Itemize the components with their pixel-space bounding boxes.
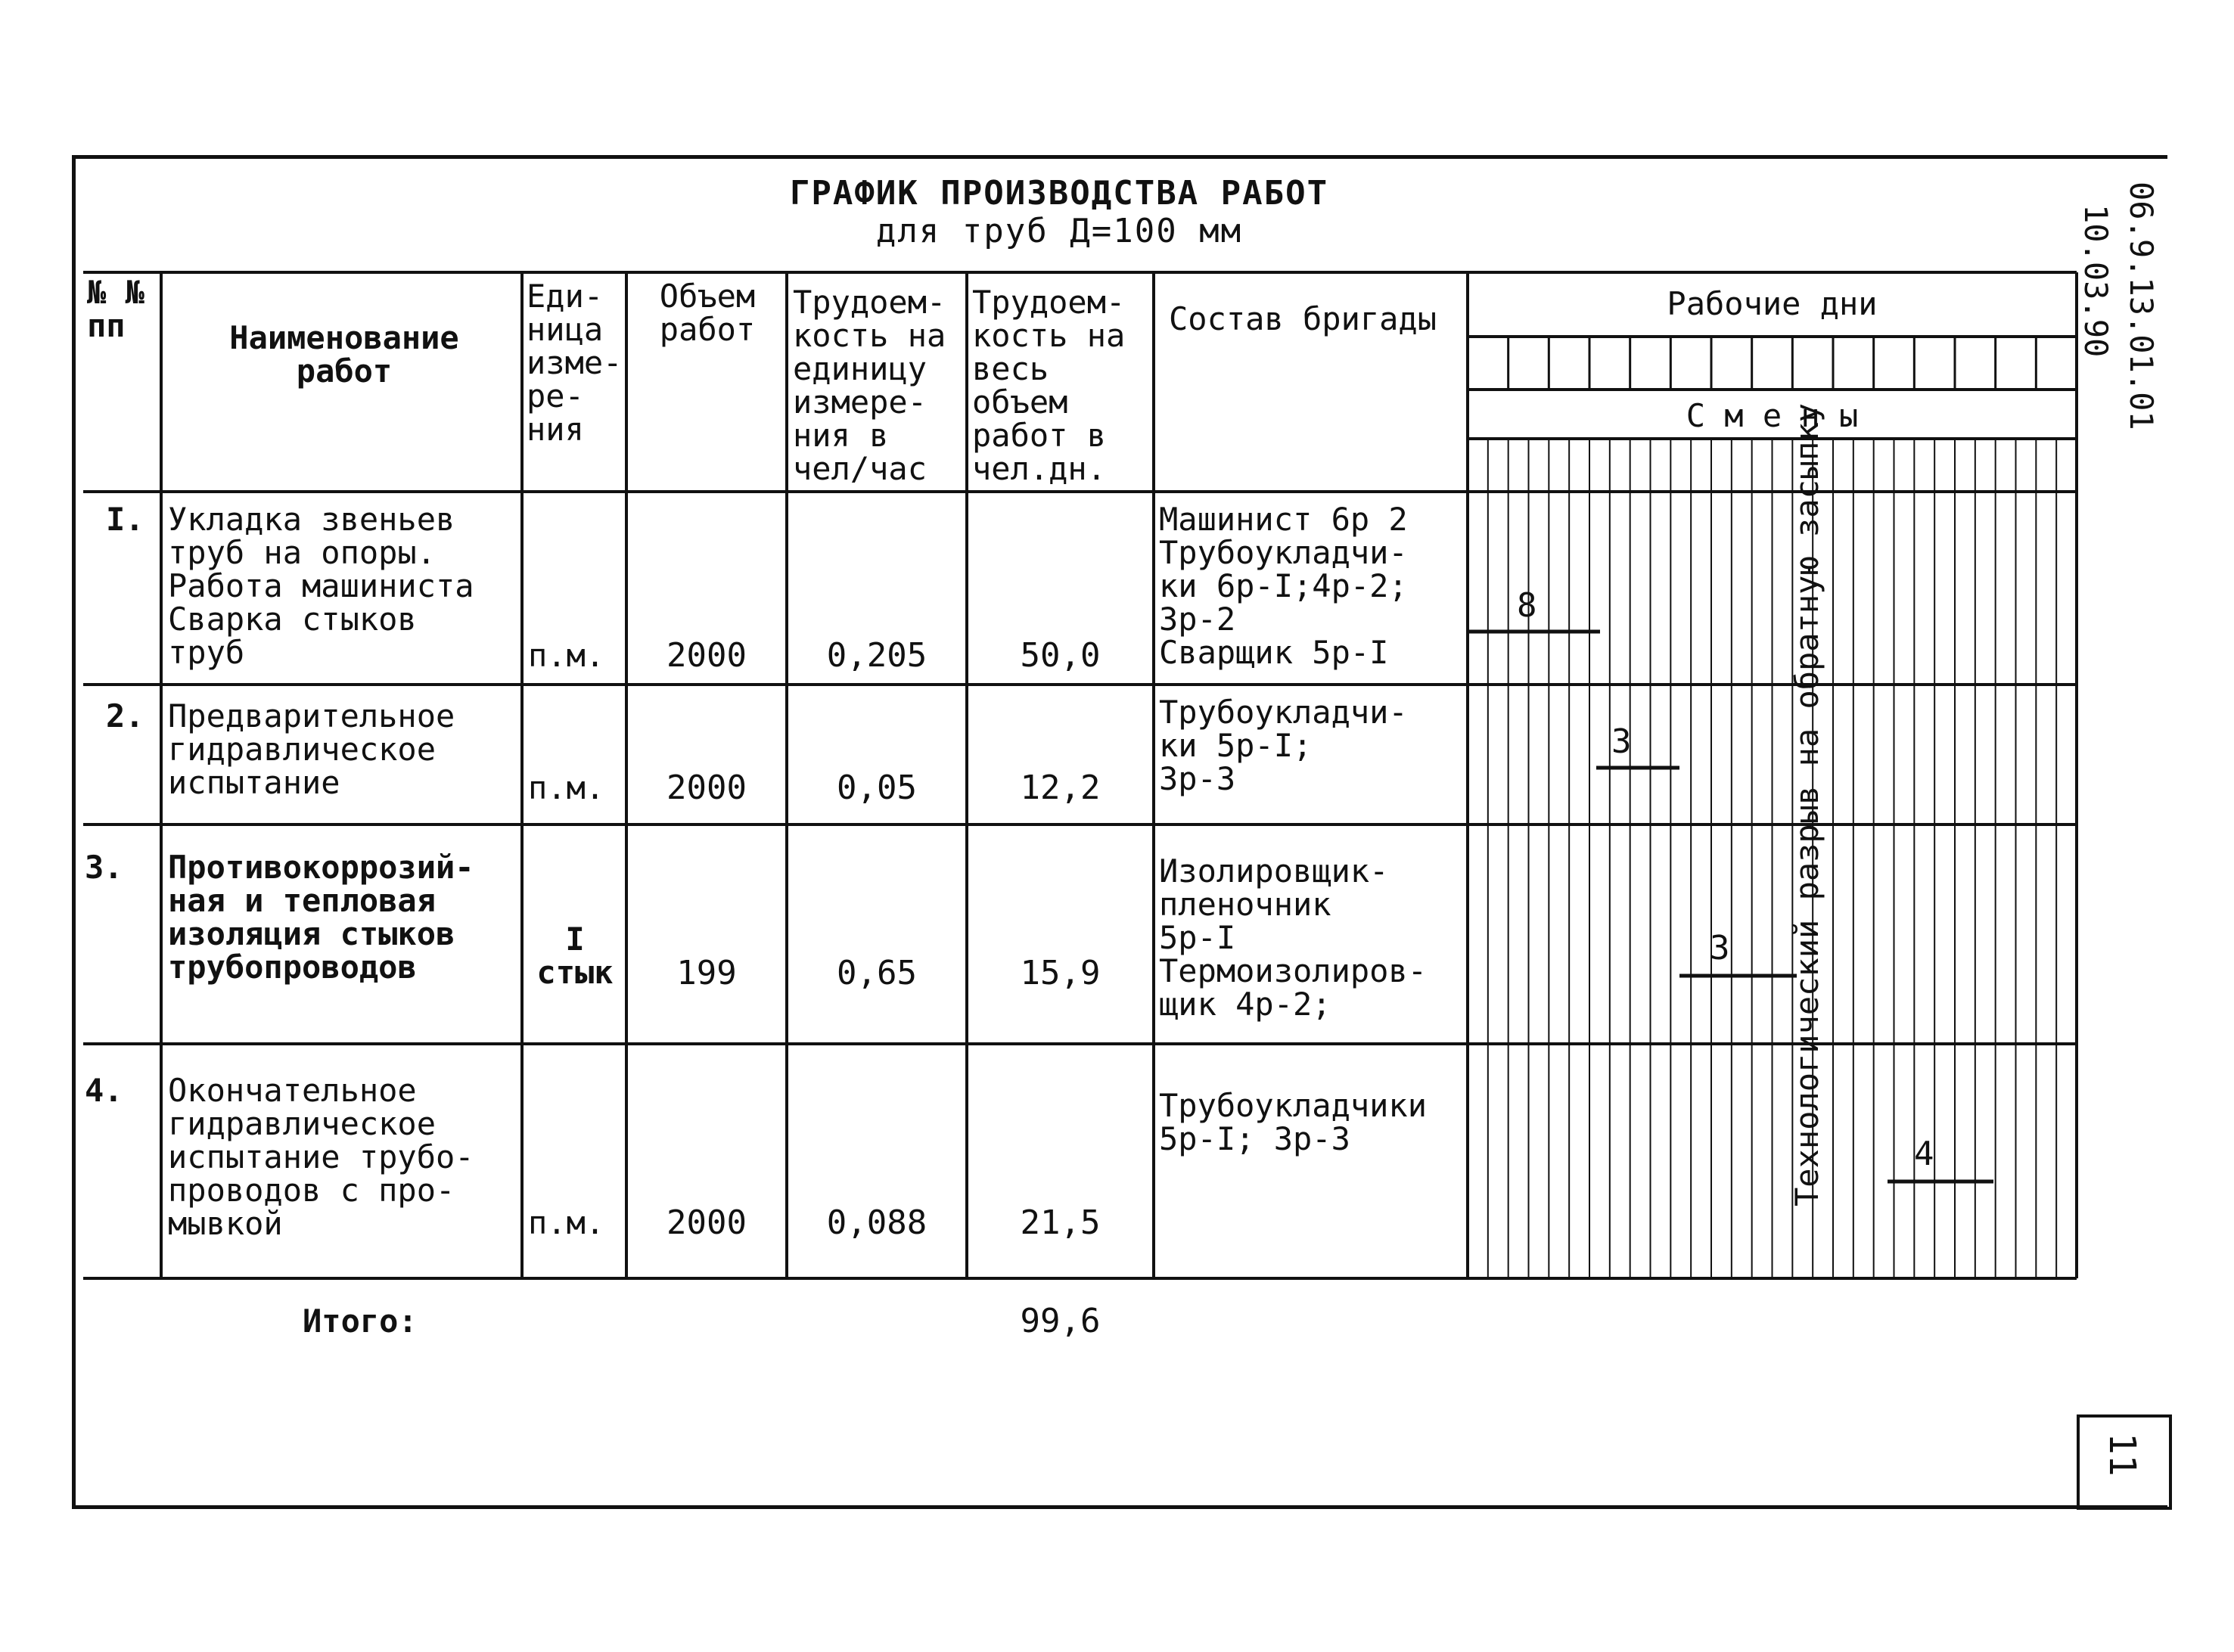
header-shifts: С м е н ы (1686, 397, 1859, 434)
total-value: 99,6 (1020, 1302, 1101, 1340)
row3-crew: Изолировщик- пленочник 5р-I Термоизолиров- щик 4р-2; (1159, 852, 1428, 1023)
row1-volume: 2000 (666, 636, 747, 675)
header-labor-unit: Трудоем- кость на единицу измере- ния в чел/час (793, 284, 946, 487)
row3-name: Противокоррозий- ная и тепловая изоляция стыков трубопроводов (168, 849, 474, 986)
title-line2: для труб Д=100 мм (875, 212, 1243, 250)
row2-volume: 2000 (666, 769, 747, 807)
row4-labor-total: 21,5 (1020, 1203, 1101, 1242)
header-work-days: Рабочие дни (1667, 285, 1878, 322)
technological-gap-note: Технологический разрыв на обратную засыпку (1788, 402, 1825, 1206)
row4-name: Окончательное гидравлическое испытание трубо- проводов с про- мывкой (168, 1072, 474, 1242)
row1-crew: Машинист 6р 2 Трубоукладчи- ки 6р-I;4р-2; 3р-2 Сварщик 5р-I (1159, 501, 1408, 671)
header-volume: Объем работ (659, 278, 756, 348)
header-name: Наименование работ (229, 319, 459, 390)
page-number: 11 (2101, 1433, 2143, 1477)
header-num: № № пп (87, 274, 144, 344)
row4-bar-label: 4 (1914, 1135, 1934, 1173)
row3-labor-total: 15,9 (1020, 954, 1101, 992)
row2-num: 2. (106, 697, 144, 734)
row3-num: 3. (85, 849, 123, 886)
row2-labor-total: 12,2 (1020, 769, 1101, 807)
header-crew: Состав бригады (1169, 300, 1437, 337)
row3-volume: 199 (676, 954, 737, 992)
row1-num: I. (106, 501, 144, 538)
row1-name: Укладка звеньев труб на опоры. Работа машиниста Сварка стыков труб (168, 501, 474, 671)
row1-bar-label: 8 (1517, 586, 1537, 625)
row3-unit: I стык (536, 921, 614, 991)
row4-labor-unit: 0,088 (826, 1203, 927, 1242)
row2-labor-unit: 0,05 (837, 769, 917, 807)
row1-unit: п.м. (528, 637, 605, 674)
document-code: 06.9.13.01.01 (2123, 182, 2160, 430)
row4-num: 4. (85, 1072, 123, 1109)
header-unit: Еди- ница изме- ре- ния (527, 278, 623, 448)
row3-labor-unit: 0,65 (837, 954, 917, 992)
row2-name: Предварительное гидравлическое испытание (168, 697, 455, 801)
row2-bar-label: 3 (1611, 722, 1632, 761)
row4-crew: Трубоукладчики 5р-I; 3р-3 (1159, 1087, 1428, 1157)
total-label: Итого: (303, 1303, 418, 1340)
row2-unit: п.м. (528, 769, 605, 806)
row3-bar-label: 3 (1710, 929, 1730, 967)
header-labor-total: Трудоем- кость на весь объем работ в чел.дн. (972, 284, 1126, 487)
row1-labor-unit: 0,205 (826, 636, 927, 675)
row1-labor-total: 50,0 (1020, 636, 1101, 675)
row4-unit: п.м. (528, 1204, 605, 1241)
row4-volume: 2000 (666, 1203, 747, 1242)
row2-crew: Трубоукладчи- ки 5р-I; 3р-3 (1159, 694, 1408, 797)
document-date: 10.03.90 (2077, 204, 2114, 358)
title-line1: ГРАФИК ПРОИЗВОДСТВА РАБОТ (789, 174, 1329, 213)
